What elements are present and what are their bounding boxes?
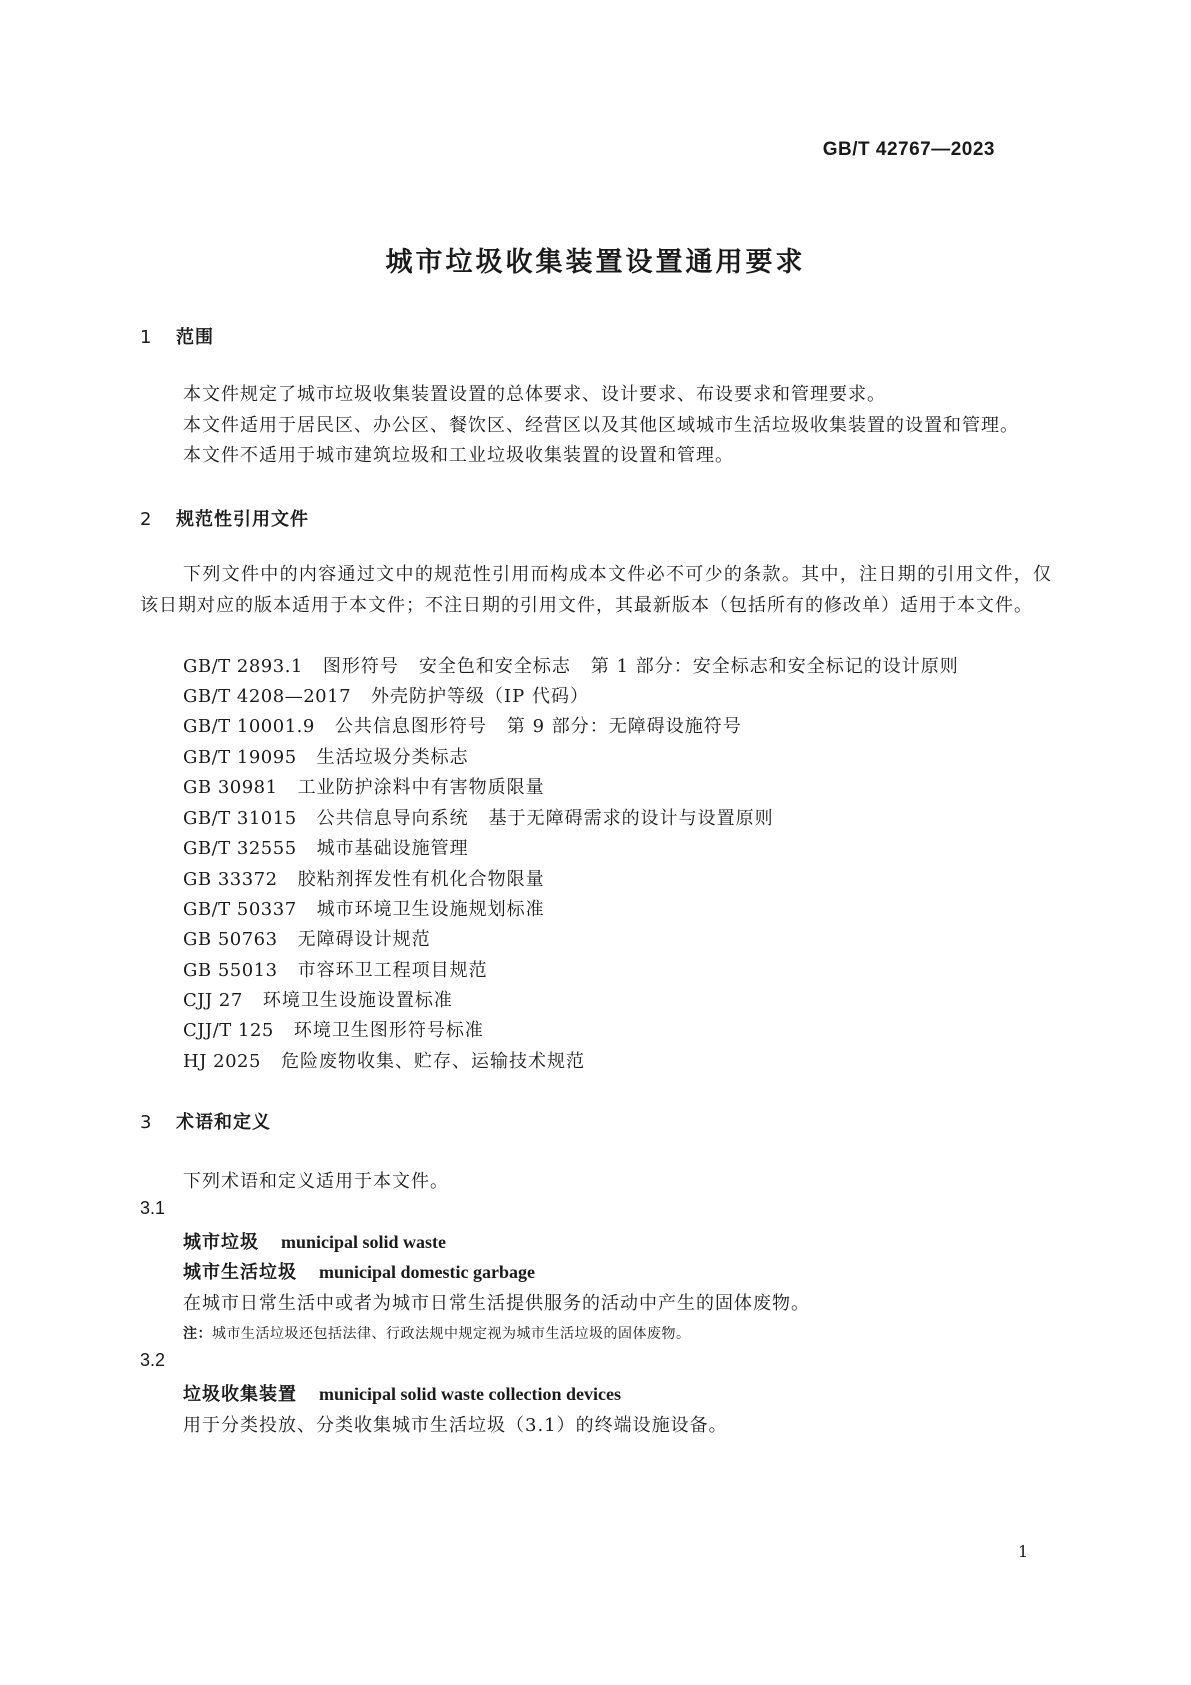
reference-item <box>183 1016 484 1042</box>
scope-paragraph: 本文件规定了城市垃圾收集装置设置的总体要求、设计要求、布设要求和管理要求。 <box>183 384 886 405</box>
reference-item <box>183 773 545 799</box>
reference-code: GB 33372 <box>183 869 278 890</box>
reference-code: GB/T 10001.9 <box>183 716 315 737</box>
section-number: 2 <box>140 509 153 530</box>
section-1-heading <box>140 323 214 349</box>
term-entry <box>183 1258 535 1284</box>
scope-paragraph: 本文件不适用于城市建筑垃圾和工业垃圾收集装置的设置和管理。 <box>183 445 734 466</box>
reference-item <box>183 743 469 769</box>
reference-title: 市容环卫工程项目规范 <box>297 960 488 981</box>
reference-item <box>183 925 431 951</box>
term-en: municipal solid waste <box>281 1232 447 1252</box>
page-number: 1 <box>1018 1542 1029 1561</box>
reference-code: GB 55013 <box>183 960 278 981</box>
section-title: 术语和定义 <box>176 1112 271 1133</box>
reference-item <box>183 986 453 1012</box>
reference-item <box>183 804 774 830</box>
reference-title: 环境卫生设施设置标准 <box>262 990 453 1011</box>
reference-item <box>183 1047 585 1073</box>
reference-code: GB/T 32555 <box>183 838 297 859</box>
section-2-heading <box>140 505 309 531</box>
reference-title: 生活垃圾分类标志 <box>316 747 469 768</box>
term-en: municipal domestic garbage <box>319 1262 535 1282</box>
reference-title: 图形符号 安全色和安全标志 第 1 部分：安全标志和安全标记的设计原则 <box>322 656 959 677</box>
reference-code: GB/T 4208—2017 <box>183 686 352 707</box>
section-3-heading <box>140 1108 271 1134</box>
clause-number: 3.2 <box>140 1350 166 1370</box>
term-entry <box>183 1380 621 1406</box>
term-definition: 用于分类投放、分类收集城市生活垃圾（3.1）的终端设施设备。 <box>183 1415 728 1436</box>
clause-number: 3.1 <box>140 1198 166 1218</box>
term-zh: 垃圾收集装置 <box>183 1384 297 1405</box>
reference-item <box>183 682 589 708</box>
normative-references-intro: 下列文件中的内容通过文中的规范性引用而构成本文件必不可少的条款。其中，注日期的引用文件，仅该日期对应的版本适用于本文件；不注日期的引用文件，其最新版本（包括所有的修改单）适用于本文件。 <box>140 564 1052 616</box>
reference-code: GB 30981 <box>183 777 278 798</box>
reference-title: 城市基础设施管理 <box>316 838 469 859</box>
reference-title: 环境卫生图形符号标准 <box>293 1020 484 1041</box>
reference-code: CJJ/T 125 <box>183 1020 274 1041</box>
reference-title: 外壳防护等级（IP 代码） <box>371 686 589 707</box>
reference-code: GB/T 31015 <box>183 808 297 829</box>
reference-item <box>183 865 545 891</box>
section-title: 规范性引用文件 <box>176 509 309 530</box>
section-title: 范围 <box>176 327 214 348</box>
term-note <box>183 1323 691 1343</box>
reference-item <box>183 834 469 860</box>
term-zh: 城市垃圾 <box>183 1232 259 1253</box>
reference-title: 城市环境卫生设施规划标准 <box>316 899 545 920</box>
reference-code: CJJ 27 <box>183 990 243 1011</box>
reference-title: 无障碍设计规范 <box>297 929 431 950</box>
reference-code: GB/T 19095 <box>183 747 297 768</box>
term-entry <box>183 1228 446 1254</box>
reference-code: GB/T 2893.1 <box>183 656 303 677</box>
reference-item <box>183 712 742 738</box>
reference-title: 公共信息导向系统 基于无障碍需求的设计与设置原则 <box>316 808 774 829</box>
reference-code: GB/T 50337 <box>183 899 297 920</box>
reference-code: GB 50763 <box>183 929 278 950</box>
section-number: 1 <box>140 327 153 348</box>
reference-item <box>183 895 545 921</box>
reference-title: 工业防护涂料中有害物质限量 <box>297 777 545 798</box>
reference-item <box>183 956 488 982</box>
reference-title: 危险废物收集、贮存、运输技术规范 <box>280 1051 585 1072</box>
reference-item <box>183 652 959 678</box>
terms-intro: 下列术语和定义适用于本文件。 <box>183 1171 449 1192</box>
reference-title: 胶粘剂挥发性有机化合物限量 <box>297 869 545 890</box>
document-title: 城市垃圾收集装置设置通用要求 <box>385 247 806 278</box>
term-definition: 在城市日常生活中或者为城市日常生活提供服务的活动中产生的固体废物。 <box>183 1293 810 1314</box>
note-label: 注： <box>183 1326 212 1342</box>
term-en: municipal solid waste collection devices <box>319 1384 621 1404</box>
reference-code: HJ 2025 <box>183 1051 261 1072</box>
note-text: 城市生活垃圾还包括法律、行政法规中规定视为城市生活垃圾的固体废物。 <box>212 1326 691 1342</box>
reference-title: 公共信息图形符号 第 9 部分：无障碍设施符号 <box>334 716 742 737</box>
standard-code: GB/T 42767—2023 <box>822 139 995 160</box>
scope-paragraph: 本文件适用于居民区、办公区、餐饮区、经营区以及其他区域城市生活垃圾收集装置的设置和管理。 <box>183 415 1019 436</box>
section-number: 3 <box>140 1112 153 1133</box>
term-zh: 城市生活垃圾 <box>183 1262 297 1283</box>
